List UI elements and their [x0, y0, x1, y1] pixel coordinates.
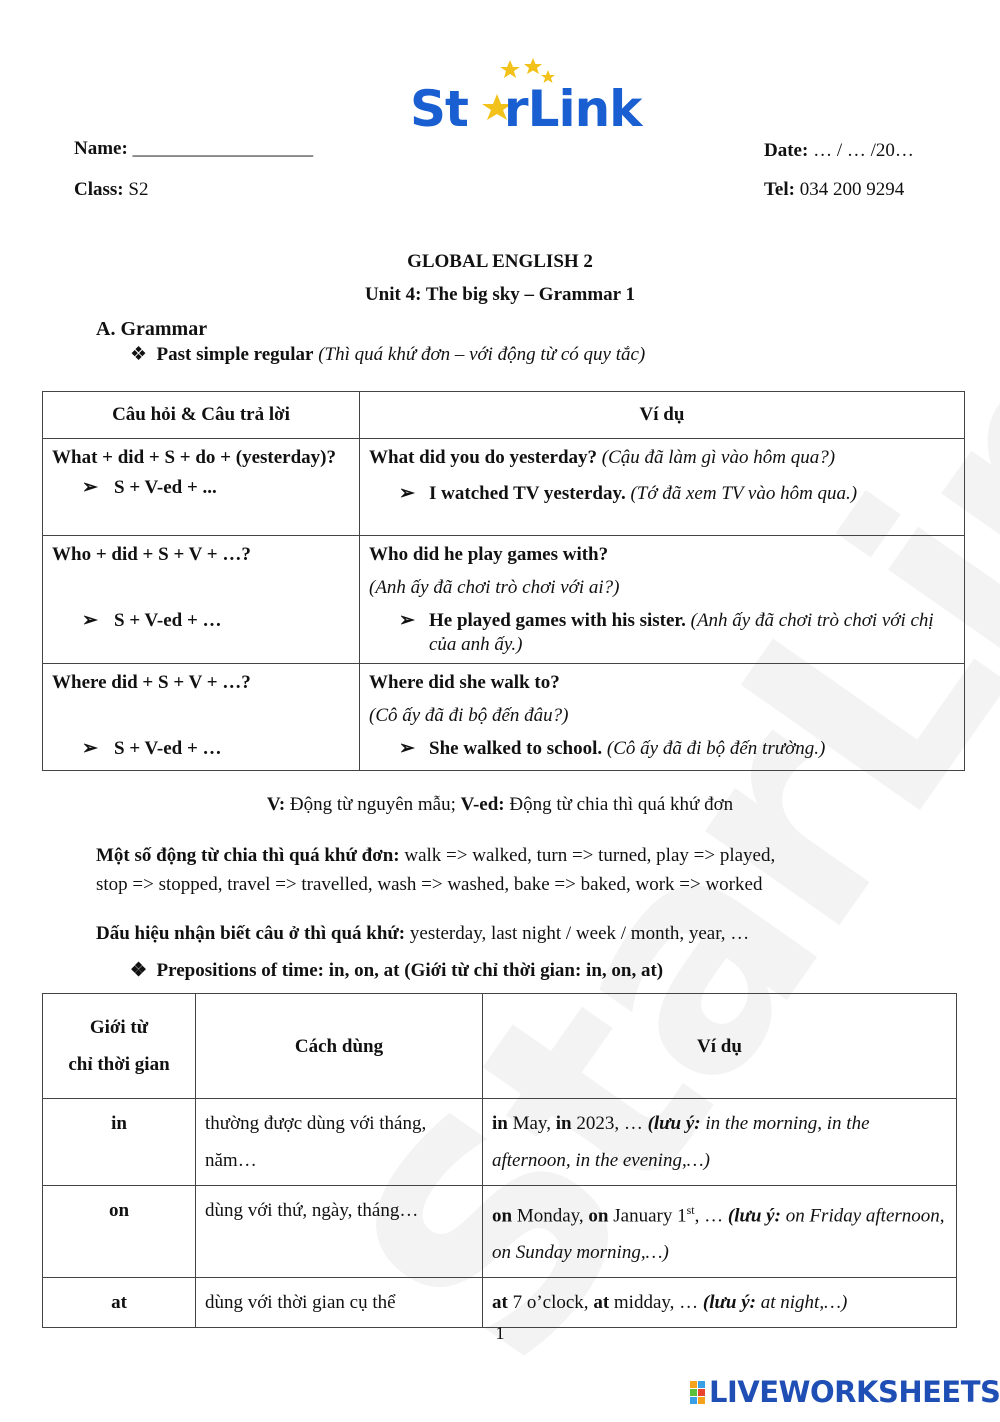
- answer-pattern: S + V-ed + …: [114, 738, 222, 759]
- example-answer: He played games with his sister.: [429, 610, 686, 631]
- table-header: Câu hỏi & Câu trả lời: [43, 392, 360, 439]
- topic-past-simple: ❖ Past simple regular (Thì quá khứ đơn – với động từ có quy tắc): [130, 344, 646, 365]
- notation-legend: V: Động từ nguyên mẫu; V-ed: Động từ chia thì quá khứ đơn: [266, 794, 734, 815]
- past-simple-table: [42, 391, 965, 771]
- table-header: Giới từ chỉ thời gian: [43, 994, 196, 1099]
- prepositions-table: [42, 993, 957, 1328]
- date-field: Date: … / … /20…: [764, 140, 914, 161]
- table-row: on dùng với thứ, ngày, tháng… on Monday, on January 1st, … (lưu ý: on Friday afternoon, on Sunday morning,…): [43, 1186, 957, 1278]
- page-number: 1: [495, 1323, 505, 1343]
- starlink-logo: St rLink: [410, 58, 660, 138]
- question-pattern: Who + did + S + V + …?: [52, 544, 251, 565]
- signal-words: Dấu hiệu nhận biết câu ở thì quá khứ: yesterday, last night / week / month, year, …: [96, 923, 750, 944]
- table-header: Ví dụ: [483, 994, 957, 1099]
- table-row: Who + did + S + V + …? ➢ S + V-ed + … Who did he play games with? (Anh ấy đã chơi trò chơi với ai?) ➢ He played games with his sister. (Anh ấy đã chơi trò chơi với chị của anh ấy.): [43, 536, 965, 664]
- table-row: Where did + S + V + …? ➢ S + V-ed + … Where did she walk to? (Cô ấy đã đi bộ đến đâu?) ➢ She walked to school. (Cô ấy đã đi bộ đến trường.): [43, 664, 965, 771]
- question-pattern: Where did + S + V + …?: [52, 672, 251, 693]
- answer-pattern: S + V-ed + …: [114, 610, 222, 631]
- example-question: What did you do yesterday?: [369, 447, 598, 468]
- example-answer: I watched TV yesterday.: [429, 483, 626, 504]
- example-question: Who did he play games with?: [369, 544, 609, 565]
- class-field: Class: S2: [74, 179, 149, 200]
- table-header: Cách dùng: [196, 994, 483, 1099]
- topic-prepositions: ❖ Prepositions of time: in, on, at (Giới từ chỉ thời gian: in, on, at): [130, 960, 664, 981]
- section-a-heading: A. Grammar: [96, 318, 208, 340]
- table-row: in thường được dùng với tháng, năm… in May, in 2023, … (lưu ý: in the morning, in the afternoon, in the evening,…): [43, 1099, 957, 1186]
- example-question: Where did she walk to?: [369, 672, 560, 693]
- question-pattern: What + did + S + do + (yesterday)?: [52, 447, 336, 468]
- table-row: What + did + S + do + (yesterday)? ➢ S + V-ed + ... What did you do yesterday? (Cậu đã làm gì vào hôm qua?) ➢ I watched TV yesterday. (Tớ đã xem TV vào hôm qua.): [43, 439, 965, 536]
- liveworksheets-icon: [690, 1378, 706, 1402]
- verb-examples: Một số động từ chia thì quá khứ đơn: walk => walked, turn => turned, play => played, stop => stopped, travel => travelled, wash => washed, bake => baked, work => worked: [96, 845, 776, 895]
- name-field: Name: ___________________: [74, 138, 314, 159]
- table-header: Ví dụ: [360, 392, 965, 439]
- book-title: GLOBAL ENGLISH 2: [407, 251, 593, 272]
- tel-field: Tel: 034 200 9294: [764, 179, 905, 200]
- example-answer: She walked to school.: [429, 738, 603, 759]
- answer-pattern: S + V-ed + ...: [114, 477, 217, 498]
- unit-title: Unit 4: The big sky – Grammar 1: [364, 284, 636, 305]
- liveworksheets-logo: LIVEWORKSHEETS: [690, 1375, 1000, 1409]
- table-row: at dùng với thời gian cụ thể at 7 o’clock, at midday, … (lưu ý: at night,…): [43, 1278, 957, 1328]
